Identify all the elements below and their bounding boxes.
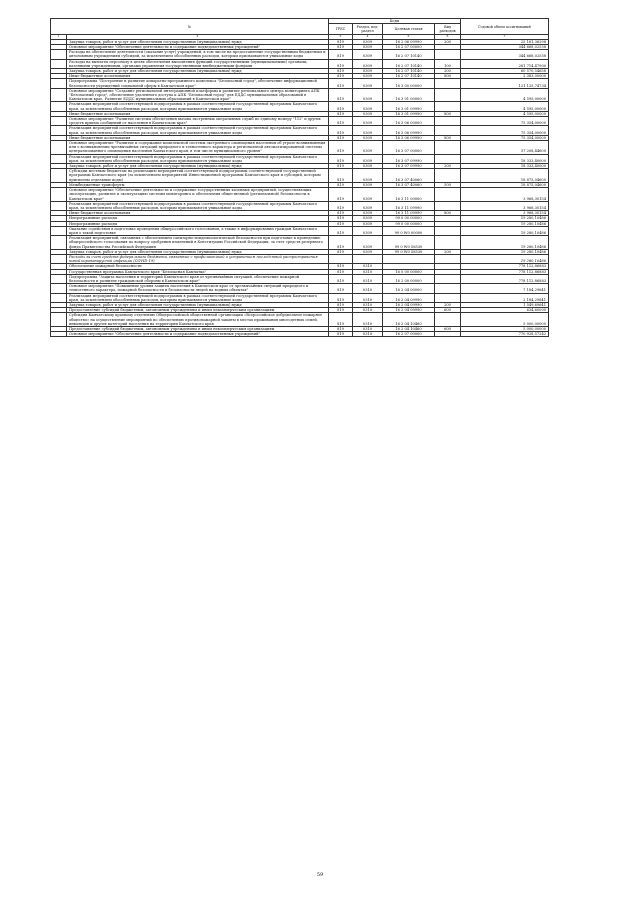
row-blank-cell	[51, 188, 67, 202]
row-grbs-cell: 819	[329, 88, 353, 102]
row-name-cell: Основное мероприятие "Развитие системы обеспечения вызова экстренных оперативных служб по единому номеру "112" и других средств приема сообщений от населения в Камчатском крае"	[67, 117, 329, 126]
row-grbs-cell: 819	[329, 302, 353, 307]
row-sum-cell: 121 125,74734	[461, 79, 549, 88]
row-vid-cell: 600	[435, 326, 461, 331]
row-grbs-cell: 819	[329, 111, 353, 116]
colnum: 7	[461, 35, 549, 40]
row-sum-cell: 770 928,57242	[461, 332, 549, 337]
row-grbs-cell: 819	[329, 274, 353, 283]
row-sum-cell: 1 549,69641	[461, 302, 549, 307]
row-section-cell: 0309	[353, 79, 383, 88]
row-target-cell: 16 0 00 00000	[383, 269, 435, 274]
colnum: 6	[435, 35, 461, 40]
row-section-cell: 0309	[353, 226, 383, 235]
row-grbs-cell: 819	[329, 141, 353, 155]
row-target-cell: 16 2 07 10140	[383, 74, 435, 79]
table-row	[51, 236, 549, 250]
row-grbs-cell: 819	[329, 293, 353, 302]
row-blank-cell	[51, 79, 67, 88]
row-name-cell: Непрограммные расходы	[67, 221, 329, 226]
table-row	[51, 274, 549, 283]
row-sum-cell: 25 161,36298	[461, 39, 549, 44]
row-section-cell: 0309	[353, 69, 383, 74]
row-blank-cell	[51, 141, 67, 155]
budget-table	[50, 18, 549, 337]
table-row	[51, 141, 549, 155]
row-name-cell: Государственная программа Камчатского края "Безопасная Камчатка"	[67, 269, 329, 274]
row-target-cell: 16 3 06 09990	[383, 135, 435, 140]
row-sum-cell: 19 280,10486	[461, 236, 549, 250]
row-sum-cell: 19 280,10486	[461, 254, 549, 263]
row-target-cell: 16 3 00 00000	[383, 79, 435, 88]
row-grbs-cell: 819	[329, 226, 353, 235]
row-section-cell: 0309	[353, 59, 383, 68]
row-section-cell: 0309	[353, 164, 383, 169]
colnum: 4	[353, 35, 383, 40]
row-section-cell: 0310	[353, 264, 383, 269]
row-target-cell: 16 3 11 09990	[383, 201, 435, 210]
row-blank-cell	[51, 313, 67, 327]
row-vid-cell	[435, 313, 461, 327]
table-row	[51, 154, 549, 163]
row-grbs-cell: 819	[329, 201, 353, 210]
row-vid-cell: 800	[435, 135, 461, 140]
row-sum-cell: 281 714,47900	[461, 59, 549, 68]
row-blank-cell	[51, 59, 67, 68]
row-target-cell: 16 3 07 09990	[383, 164, 435, 169]
row-grbs-cell: 819	[329, 69, 353, 74]
row-name-cell: Реализация мероприятий соответствующей подпрограммы в рамках соответствующей государственной программы Камчатского края, за исключением обособленных расходов, которым присваиваются уникальные коды	[67, 201, 329, 210]
row-grbs-cell: 819	[329, 264, 353, 269]
row-grbs-cell: 819	[329, 164, 353, 169]
row-vid-cell	[435, 332, 461, 337]
row-vid-cell: 500	[435, 182, 461, 187]
row-sum-cell: 4 595,00000	[461, 111, 549, 116]
row-name-cell: Предоставление субсидий бюджетным, автономным учреждениям и иным некоммерческим организациям	[67, 326, 329, 331]
row-sum-cell: 75 354,00000	[461, 126, 549, 135]
row-blank-cell	[51, 201, 67, 210]
row-sum-cell: 18 875,04600	[461, 182, 549, 187]
row-grbs-cell: 819	[329, 102, 353, 111]
row-target-cell: 16 2 04 10460	[383, 326, 435, 331]
row-grbs-cell: 819	[329, 117, 353, 126]
row-grbs-cell	[329, 254, 353, 263]
row-blank-cell	[51, 254, 67, 263]
row-grbs-cell: 819	[329, 308, 353, 313]
row-blank-cell	[51, 226, 67, 235]
row-sum-cell: 5 000,00000	[461, 313, 549, 327]
row-grbs-cell: 819	[329, 313, 353, 327]
colnum: 5	[383, 35, 435, 40]
colnum: 2	[67, 35, 329, 40]
header-row-1	[51, 19, 549, 24]
row-target-cell: 16 2 07 00000	[383, 45, 435, 50]
row-name-cell: Реализация мероприятий, связанных с обеспечением санитарно-эпидемиологической безопасности при подготовке к проведению общероссийского голосования по вопросу одобрения изменений в Конституцию Российской Федерации, за счет средств резервного фонда Правительства Российской Федерации	[67, 236, 329, 250]
row-target-cell	[383, 254, 435, 263]
row-blank-cell	[51, 50, 67, 59]
header-section: Раздел, под-раздел	[353, 24, 383, 35]
row-name-cell: Реализация мероприятий соответствующей подпрограммы в рамках соответствующей государственной программы Камчатского края, за исключением обособленных расходов, которым присваиваются уникальные коды	[67, 126, 329, 135]
row-grbs-cell: 819	[329, 50, 353, 59]
row-target-cell: 16 2 04 10460	[383, 313, 435, 327]
row-section-cell: 0309	[353, 201, 383, 210]
row-name-cell: Закупка товаров, работ и услуг для обеспечения государственных (муниципальных) нужд	[67, 249, 329, 254]
header-num: №	[51, 19, 329, 35]
row-vid-cell	[435, 274, 461, 283]
row-blank-cell	[51, 88, 67, 102]
row-grbs-cell: 819	[329, 169, 353, 183]
row-name-cell: Реализация мероприятий соответствующей подпрограммы в рамках соответствующей государственной программы Камчатского края, за исключением обособленных расходов, которым присваиваются уникальные коды	[67, 293, 329, 302]
row-target-cell: 99 0 00 00000	[383, 216, 435, 221]
row-target-cell: 16 2 06 09990	[383, 39, 435, 44]
table-row	[51, 313, 549, 327]
row-name-cell: Основное мероприятие "Обеспечение деятельности и содержание подведомственных учреждений"	[67, 332, 329, 337]
row-section-cell: 0309	[353, 211, 383, 216]
row-vid-cell	[435, 284, 461, 293]
row-target-cell: 16 2 07 10140	[383, 59, 435, 68]
row-vid-cell	[435, 126, 461, 135]
row-target-cell: 16 2 04 09990	[383, 302, 435, 307]
row-sum-cell: 3 968,30154	[461, 211, 549, 216]
row-blank-cell	[51, 236, 67, 250]
row-blank-cell	[51, 293, 67, 302]
row-blank-cell	[51, 126, 67, 135]
row-name-cell: Закупка товаров, работ и услуг для обеспечения государственных (муниципальных) нужд	[67, 39, 329, 44]
row-sum-cell: 778 112,86883	[461, 264, 549, 269]
row-grbs-cell: 819	[329, 188, 353, 202]
row-target-cell: 16 3 07 09990	[383, 154, 435, 163]
row-grbs-cell: 819	[329, 154, 353, 163]
row-vid-cell: 200	[435, 39, 461, 44]
row-sum-cell: 19 280,10486	[461, 216, 549, 221]
row-target-cell: 16 2 07 00000	[383, 332, 435, 337]
row-name-cell: Основное мероприятие "Обеспечение деятельности и содержание подведомственных учреждений"	[67, 45, 329, 50]
row-vid-cell	[435, 50, 461, 59]
row-target-cell: 16 3 07 00000	[383, 141, 435, 155]
row-vid-cell	[435, 293, 461, 302]
row-target-cell: 16 2 04 00000	[383, 284, 435, 293]
row-grbs-cell: 819	[329, 326, 353, 331]
row-vid-cell	[435, 236, 461, 250]
row-target-cell: 99 0 W0 00000	[383, 226, 435, 235]
row-vid-cell: 200	[435, 249, 461, 254]
row-name-cell: Основное мероприятие "Повышение уровня защиты населения в Камчатском крае от чрезвычайных ситуаций природного и техногенного характера, пожарной безопасности и безопасности людей на водных объектах"	[67, 284, 329, 293]
table-row	[51, 188, 549, 202]
row-section-cell: 0309	[353, 135, 383, 140]
row-sum-cell: 4 595,00000	[461, 102, 549, 111]
row-section-cell: 0310	[353, 269, 383, 274]
colnum: 1	[51, 35, 67, 40]
row-grbs-cell: 819	[329, 211, 353, 216]
row-name-cell: Иные бюджетные ассигнования	[67, 211, 329, 216]
row-name-cell: Основное мероприятие "Развитие и содержание комплексной системы экстренного оповещения населения об угрозе возникновения или о возникновении чрезвычайных ситуаций природного и техногенного характера и региональной автоматизированной системы централизованного оповещения населения Камчатского края, в том числе муниципального уровня"	[67, 141, 329, 155]
table-row	[51, 117, 549, 126]
row-vid-cell	[435, 117, 461, 126]
row-section-cell: 0309	[353, 236, 383, 250]
row-section-cell: 0309	[353, 126, 383, 135]
row-sum-cell: 2 184,29641	[461, 293, 549, 302]
row-target-cell: 16 2 00 00000	[383, 274, 435, 283]
row-name-cell: Реализация мероприятий соответствующей подпрограммы в рамках соответствующей государственной программы Камчатского края, за исключением обособленных расходов, которым присваиваются уникальные коды	[67, 102, 329, 111]
row-sum-cell: 60 570,54658	[461, 69, 549, 74]
row-name-cell: Расходы за счет средств федерального бюджета, связанные с профилактикой и устранением последствий распространения новой коронавирусной инфекции (COVID-19)	[67, 254, 329, 263]
row-target-cell: 16 3 01 09990	[383, 102, 435, 111]
header-target: Целевая статья	[383, 24, 435, 35]
row-vid-cell	[435, 226, 461, 235]
row-vid-cell	[435, 188, 461, 202]
row-name-cell: Обеспечение пожарной безопасности	[67, 264, 329, 269]
row-target-cell: 99 0 W0 58530	[383, 236, 435, 250]
row-grbs-cell: 819	[329, 284, 353, 293]
row-vid-cell	[435, 102, 461, 111]
row-vid-cell: 800	[435, 111, 461, 116]
row-target-cell: 16 2 07 10140	[383, 69, 435, 74]
table-body	[51, 39, 549, 337]
row-sum-cell: 18 333,40000	[461, 154, 549, 163]
row-blank-cell	[51, 169, 67, 183]
row-sum-cell: 3 968,30154	[461, 201, 549, 210]
row-sum-cell: 344 668,02558	[461, 45, 549, 50]
row-section-cell: 0310	[353, 332, 383, 337]
row-section-cell: 0309	[353, 111, 383, 116]
row-vid-cell: 200	[435, 164, 461, 169]
row-name-cell: Основное мероприятие "Обеспечение деятельности и содержание государственных казенных предприятий, осуществляющих эксплуатацию, развитие и эксплуатацию системы мониторинга и обеспечения общественной (региональной) безопасности в Камчатском крае"	[67, 188, 329, 202]
row-vid-cell	[435, 254, 461, 263]
row-section-cell: 0310	[353, 293, 383, 302]
row-name-cell: Субсидия Камчатскому краевому отделению Общероссийской общественной организации «Всероссийское добровольное пожарное общество» на осуществление мероприятий по обеспечению противопожарной защиты в местах проживания многодетных семей, инвалидов и других категорий населения на территории Камчатского края	[67, 313, 329, 327]
row-name-cell: Реализация мероприятий соответствующей подпрограммы в рамках соответствующей государственной программы Камчатского края, за исключением обособленных расходов, которым присваиваются уникальные коды	[67, 154, 329, 163]
row-section-cell: 0309	[353, 188, 383, 202]
row-grbs-cell: 819	[329, 59, 353, 68]
row-vid-cell	[435, 154, 461, 163]
row-target-cell: 16 3 06 00000	[383, 117, 435, 126]
row-section-cell: 0309	[353, 102, 383, 111]
row-sum-cell: 37 208,44600	[461, 141, 549, 155]
row-grbs-cell: 819	[329, 45, 353, 50]
row-sum-cell: 18 875,04600	[461, 169, 549, 183]
row-name-cell: Межбюджетные трансферты	[67, 182, 329, 187]
row-name-cell: Закупка товаров, работ и услуг для обеспечения государственных (муниципальных) нужд	[67, 302, 329, 307]
row-grbs-cell: 819	[329, 39, 353, 44]
row-sum-cell: 778 112,86883	[461, 274, 549, 283]
row-grbs-cell: 819	[329, 221, 353, 226]
row-grbs-cell: 819	[329, 126, 353, 135]
row-section-cell: 0309	[353, 50, 383, 59]
row-section-cell: 0309	[353, 216, 383, 221]
row-grbs-cell: 819	[329, 135, 353, 140]
row-sum-cell: 634,60000	[461, 308, 549, 313]
row-grbs-cell: 819	[329, 74, 353, 79]
row-grbs-cell: 819	[329, 182, 353, 187]
row-target-cell: 16 3 11 00000	[383, 188, 435, 202]
row-blank-cell	[51, 284, 67, 293]
row-sum-cell: 19 280,10486	[461, 221, 549, 226]
page-number: 59	[316, 872, 324, 878]
row-section-cell: 0309	[353, 154, 383, 163]
row-vid-cell: 200	[435, 69, 461, 74]
row-vid-cell: 200	[435, 302, 461, 307]
row-section-cell: 0309	[353, 117, 383, 126]
row-vid-cell	[435, 88, 461, 102]
header-volume: Годовой объем ассигнований	[461, 19, 549, 35]
row-section-cell: 0309	[353, 221, 383, 226]
row-target-cell: 99 0 W0 58530	[383, 249, 435, 254]
table-row	[51, 126, 549, 135]
row-target-cell: 16 3 07 40060	[383, 169, 435, 183]
row-vid-cell: 800	[435, 74, 461, 79]
row-name-cell: Оказание содействия в подготовке проведения общероссийского голосования, а также в информировании граждан Камчатского края о такой подготовке	[67, 226, 329, 235]
row-section-cell: 0310	[353, 326, 383, 331]
row-sum-cell: 4 595,00000	[461, 88, 549, 102]
row-sum-cell: 75 354,00000	[461, 135, 549, 140]
row-target-cell: 16 3 07 40060	[383, 182, 435, 187]
row-target-cell: 99 0 00 00000	[383, 221, 435, 226]
table-row	[51, 284, 549, 293]
row-vid-cell: 600	[435, 308, 461, 313]
table-row	[51, 88, 549, 102]
row-vid-cell	[435, 141, 461, 155]
row-section-cell: 0310	[353, 284, 383, 293]
row-blank-cell	[51, 154, 67, 163]
table-row	[51, 332, 549, 337]
table-row	[51, 254, 549, 263]
row-target-cell: 16 2 04 09990	[383, 308, 435, 313]
row-target-cell: 16 3 06 09990	[383, 126, 435, 135]
table-row	[51, 102, 549, 111]
row-grbs-cell: 819	[329, 249, 353, 254]
row-section-cell: 0309	[353, 141, 383, 155]
row-blank-cell	[51, 332, 67, 337]
row-target-cell: 16 3 01 09990	[383, 111, 435, 116]
row-name-cell: Иные бюджетные ассигнования	[67, 74, 329, 79]
header-codes: Коды	[329, 19, 461, 24]
row-target-cell: 16 2 07 10140	[383, 50, 435, 59]
table-row	[51, 59, 549, 68]
row-vid-cell	[435, 79, 461, 88]
row-grbs-cell: 819	[329, 269, 353, 274]
row-name-cell: Иные бюджетные ассигнования	[67, 135, 329, 140]
row-sum-cell: 778 112,86883	[461, 269, 549, 274]
row-sum-cell: 19 280,10486	[461, 226, 549, 235]
table-row	[51, 201, 549, 210]
row-name-cell: Основное мероприятие "Создание региональной интеграционной платформы и развитие регионального центра мониторинга АПК "Безопасный город", обеспечение удаленного доступа к АПК "Безопасный город" для ЕДДС муниципальных образований в Камчатском крае. Развитие ЕДДС муниципальных образований в Камчатском крае"	[67, 88, 329, 102]
row-target-cell: 16 3 01 00000	[383, 88, 435, 102]
row-section-cell: 0309	[353, 45, 383, 50]
row-grbs-cell: 819	[329, 79, 353, 88]
row-sum-cell: 344 668,02558	[461, 50, 549, 59]
row-name-cell: Подпрограмма "Построение и развитие аппаратно-программного комплекса "Безопасный город", обеспечение информационной безопасности учреждений социальной сферы в Камчатском крае"	[67, 79, 329, 88]
row-name-cell: Расходы на обеспечение деятельности (оказание услуг) учреждений, в том числе на предоставление государственным бюджетным и автономным учреждениям субсидий, за исключением обособленных расходов, которым присваиваются уникальные коды	[67, 50, 329, 59]
colnum: 3	[329, 35, 353, 40]
table-row	[51, 293, 549, 302]
row-vid-cell	[435, 201, 461, 210]
row-name-cell: Иные бюджетные ассигнования	[67, 111, 329, 116]
row-sum-cell: 75 354,00000	[461, 117, 549, 126]
row-grbs-cell: 819	[329, 216, 353, 221]
row-section-cell: 0309	[353, 39, 383, 44]
row-sum-cell: 3 968,30154	[461, 188, 549, 202]
row-sum-cell: 5 000,00000	[461, 326, 549, 331]
row-vid-cell: 100	[435, 59, 461, 68]
table-row	[51, 50, 549, 59]
row-section-cell: 0309	[353, 88, 383, 102]
row-blank-cell	[51, 117, 67, 126]
row-target-cell: 16 3 11 09990	[383, 211, 435, 216]
row-sum-cell: 18 333,40000	[461, 164, 549, 169]
row-grbs-cell: 819	[329, 332, 353, 337]
table-row	[51, 79, 549, 88]
row-vid-cell: 800	[435, 211, 461, 216]
row-section-cell: 0310	[353, 302, 383, 307]
header-vid: Вид расходов	[435, 24, 461, 35]
row-section-cell: 0309	[353, 74, 383, 79]
row-section-cell: 0310	[353, 308, 383, 313]
row-section-cell: 0310	[353, 274, 383, 283]
row-sum-cell: 7 184,29641	[461, 284, 549, 293]
row-name-cell: Непрограммные расходы	[67, 216, 329, 221]
row-blank-cell	[51, 102, 67, 111]
header-grbs: ГРБС	[329, 24, 353, 35]
row-grbs-cell: 819	[329, 236, 353, 250]
row-name-cell: Субсидии местным бюджетам на реализацию мероприятий соответствующей подпрограммы соответствующей государственной программы Камчатского края (за исключением мероприятий Инвестиционной программы Камчатского края и субсидий, которым присвоены отдельные коды)	[67, 169, 329, 183]
row-name-cell: Закупка товаров, работ и услуг для обеспечения государственных (муниципальных) нужд	[67, 69, 329, 74]
row-section-cell: 0310	[353, 313, 383, 327]
row-section-cell: 0309	[353, 182, 383, 187]
row-sum-cell: 19 280,10486	[461, 249, 549, 254]
row-section-cell: 0309	[353, 169, 383, 183]
row-name-cell: Предоставление субсидий бюджетным, автономным учреждениям и иным некоммерческим организациям	[67, 308, 329, 313]
row-target-cell: 16 2 04 09990	[383, 293, 435, 302]
table-row	[51, 169, 549, 183]
table-row	[51, 226, 549, 235]
row-sum-cell: 2 383,00000	[461, 74, 549, 79]
row-name-cell: Закупка товаров, работ и услуг для обеспечения государственных (муниципальных) нужд	[67, 164, 329, 169]
row-section-cell: 0309	[353, 249, 383, 254]
row-section-cell	[353, 254, 383, 263]
row-name-cell: Подпрограмма "Защита населения и территорий Камчатского края от чрезвычайных ситуаций, обеспечение пожарной безопасности и развитие гражданской обороны в Камчатском крае"	[67, 274, 329, 283]
row-vid-cell	[435, 169, 461, 183]
row-name-cell: Расходы на выплаты персоналу в целях обеспечения выполнения функций государственными (муниципальными) органами, казенными учреждениями, органами управления государственными внебюджетными фондами	[67, 59, 329, 68]
row-blank-cell	[51, 274, 67, 283]
